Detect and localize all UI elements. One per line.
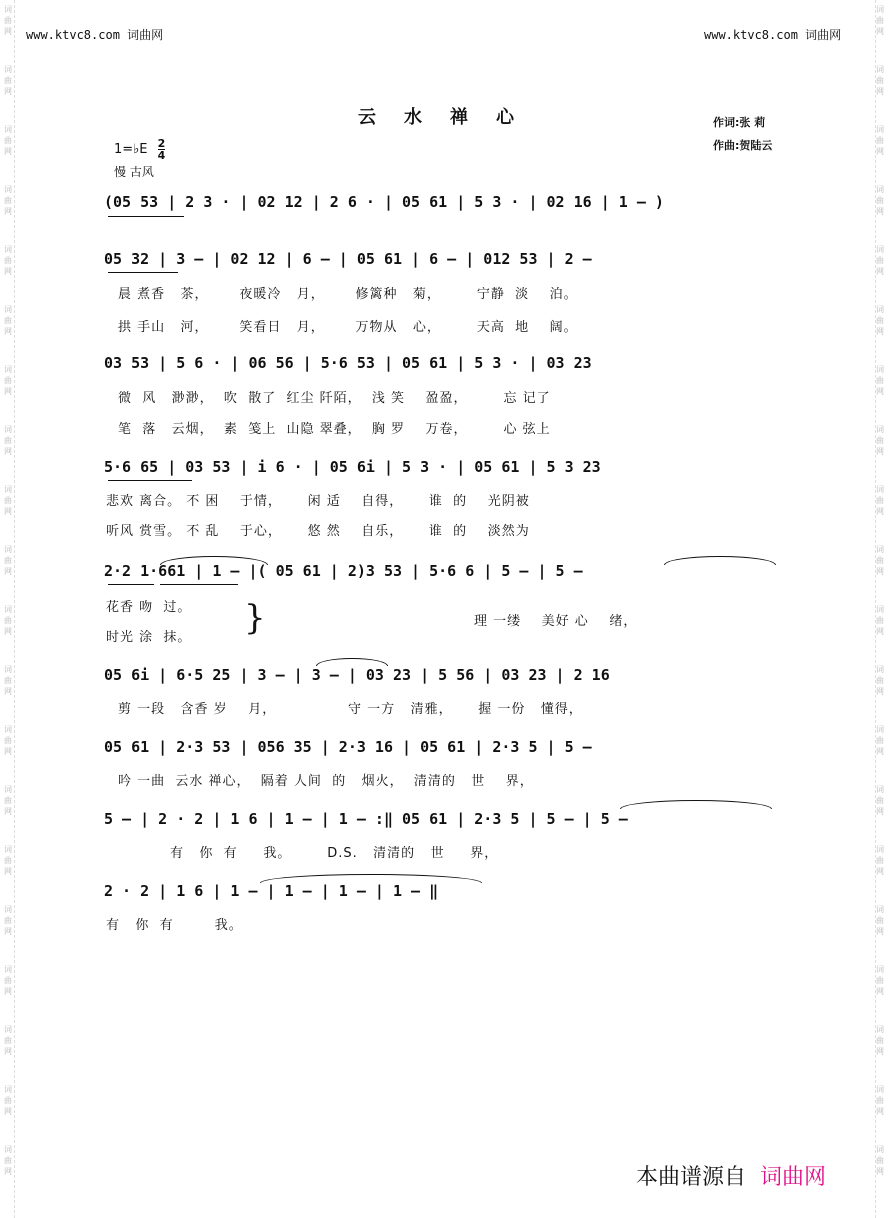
source-label: 本曲谱源自 (636, 1165, 747, 1190)
side-watermark-right: 词 曲 网 (876, 1145, 884, 1176)
side-watermark-right: 词 曲 网 (876, 845, 884, 876)
lyric-brace: } (244, 598, 266, 638)
side-watermark-left: 词 曲 网 (4, 365, 12, 396)
score-line-9: 2 · 2 | 1 6 | 1 — | 1 — | 1 — | 1 — ‖ (104, 882, 439, 900)
beam-underline (108, 584, 154, 585)
lyric-line-2b: 拱 手山 河， 笑看日 月， 万物从 心， 天高 地 阔。 (118, 320, 578, 335)
side-watermark-left: 词 曲 网 (4, 1025, 12, 1056)
lyricist-credit: 作词:张 莉 (713, 116, 766, 129)
side-watermark-right: 词 曲 网 (876, 785, 884, 816)
lyric-line-4a: 悲欢 离合。 不 困 于情， 闲 适 自得， 谁 的 光阴被 (106, 494, 530, 509)
side-watermark-right: 词 曲 网 (876, 725, 884, 756)
side-watermark-right: 词 曲 网 (876, 905, 884, 936)
tempo-marking: 慢 古风 (114, 165, 154, 179)
side-watermark-right: 词 曲 网 (876, 425, 884, 456)
lyric-line-5-side: 理 一缕 美好 心 绪， (474, 614, 638, 629)
side-watermark-left: 词 曲 网 (4, 1085, 12, 1116)
key-signature (114, 138, 165, 161)
side-watermark-left: 词 曲 网 (4, 665, 12, 696)
score-source (636, 1160, 826, 1191)
score-line-4: 5·6 65 | 03 53 | i 6 · | 05 6i | 5 3 · | 05 61 | 5 3 23 (104, 458, 601, 476)
time-denominator: 4 (157, 149, 166, 162)
side-watermark-right: 词 曲 网 (876, 125, 884, 156)
lyric-line-4b: 听风 赏雪。 不 乱 于心， 悠 然 自乐， 谁 的 淡然为 (106, 524, 530, 539)
time-signature (158, 138, 166, 161)
lyric-line-7: 吟 一曲 云水 禅心， 隔着 人间 的 烟火， 清清的 世 界， (118, 774, 534, 789)
lyric-line-6: 剪 一段 含香 岁 月， 守 一方 清雅， 握 一份 懂得， (118, 702, 583, 717)
side-watermark-right: 词 曲 网 (876, 965, 884, 996)
side-watermark-right: 词 曲 网 (876, 65, 884, 96)
side-watermark-right: 词 曲 网 (876, 185, 884, 216)
site-url-left[interactable]: www.ktvc8.com 词曲网 (26, 28, 164, 42)
score-line-7: 05 61 | 2·3 53 | 056 35 | 2·3 16 | 05 61 | 2·3 5 | 5 — (104, 738, 592, 756)
lyric-line-2a: 晨 煮香 茶， 夜暖冷 月， 修篱种 菊， 宁静 淡 泊。 (118, 287, 578, 302)
site-url-right[interactable]: www.ktvc8.com 词曲网 (704, 28, 842, 42)
side-watermark-left: 词 曲 网 (4, 545, 12, 576)
side-watermark-left: 词 曲 网 (4, 125, 12, 156)
slur-tie (664, 556, 776, 565)
side-watermark-right: 词 曲 网 (876, 365, 884, 396)
side-watermark-left: 词 曲 网 (4, 605, 12, 636)
side-watermark-left: 词 曲 网 (4, 785, 12, 816)
side-watermark-left: 词 曲 网 (4, 305, 12, 336)
side-watermark-left: 词 曲 网 (4, 905, 12, 936)
score-line-5: 2·2 1·661 | 1 — |( 05 61 | 2)3 53 | 5·6 6 | 5 — | 5 — (104, 562, 583, 580)
side-watermark-right: 词 曲 网 (876, 1025, 884, 1056)
side-watermark-right: 词 曲 网 (876, 545, 884, 576)
side-watermark-left: 词 曲 网 (4, 725, 12, 756)
side-watermark-left: 词 曲 网 (4, 965, 12, 996)
beam-underline (160, 584, 238, 585)
lyric-line-5b: 时光 涂 抹。 (106, 630, 192, 645)
beam-underline (108, 272, 178, 273)
beam-underline (108, 216, 184, 217)
side-watermark-left: 词 曲 网 (4, 845, 12, 876)
lyric-line-3a: 微 风 渺渺， 吹 散了 红尘 阡陌， 浅 笑 盈盈， 忘 记了 (118, 391, 551, 406)
side-watermark-right: 词 曲 网 (876, 5, 884, 36)
side-watermark-left: 词 曲 网 (4, 5, 12, 36)
side-watermark-left: 词 曲 网 (4, 245, 12, 276)
side-watermark-right: 词 曲 网 (876, 665, 884, 696)
score-line-1: (05 53 | 2 3 · | 02 12 | 2 6 · | 05 61 | 5 3 · | 02 16 | 1 — ) (104, 193, 664, 211)
score-line-8: 5 — | 2 · 2 | 1 6 | 1 — | 1 — :‖ 05 61 | 2·3 5 | 5 — | 5 — (104, 810, 628, 828)
side-watermark-right: 词 曲 网 (876, 485, 884, 516)
slur-tie (316, 658, 388, 666)
side-watermark-right: 词 曲 网 (876, 605, 884, 636)
lyric-line-9: 有 你 有 我。 (106, 918, 243, 933)
side-watermark-left: 词 曲 网 (4, 485, 12, 516)
lyric-line-8: 有 你 有 我。 D.S. 清清的 世 界， (170, 846, 499, 861)
side-watermark-left: 词 曲 网 (4, 185, 12, 216)
slur-tie (620, 800, 772, 809)
composer-credit: 作曲:贺陆云 (713, 139, 773, 152)
side-watermark-left: 词 曲 网 (4, 65, 12, 96)
side-watermark-left: 词 曲 网 (4, 1145, 12, 1176)
slur-tie (260, 874, 482, 883)
slur-tie (160, 556, 268, 565)
side-watermark-right: 词 曲 网 (876, 305, 884, 336)
song-title: 云水禅心 (358, 107, 542, 128)
side-watermark-right: 词 曲 网 (876, 245, 884, 276)
source-brand[interactable]: 词曲网 (760, 1165, 827, 1190)
side-watermark-left: 词 曲 网 (4, 425, 12, 456)
score-line-6: 05 6i | 6·5 25 | 3 — | 3 — | 03 23 | 5 56 | 03 23 | 2 16 (104, 666, 610, 684)
score-line-3: 03 53 | 5 6 · | 06 56 | 5·6 53 | 05 61 | 5 3 · | 03 23 (104, 354, 592, 372)
key-label: 1=♭E (114, 142, 148, 157)
beam-underline (108, 480, 192, 481)
lyric-line-3b: 笔 落 云烟， 素 笺上 山隐 翠叠， 胸 罗 万卷， 心 弦上 (118, 422, 551, 437)
time-numerator: 2 (157, 137, 166, 150)
score-line-2: 05 32 | 3 — | 02 12 | 6 — | 05 61 | 6 — | 012 53 | 2 — (104, 250, 592, 268)
lyric-line-5a: 花香 吻 过。 (106, 600, 192, 615)
side-watermark-right: 词 曲 网 (876, 1085, 884, 1116)
